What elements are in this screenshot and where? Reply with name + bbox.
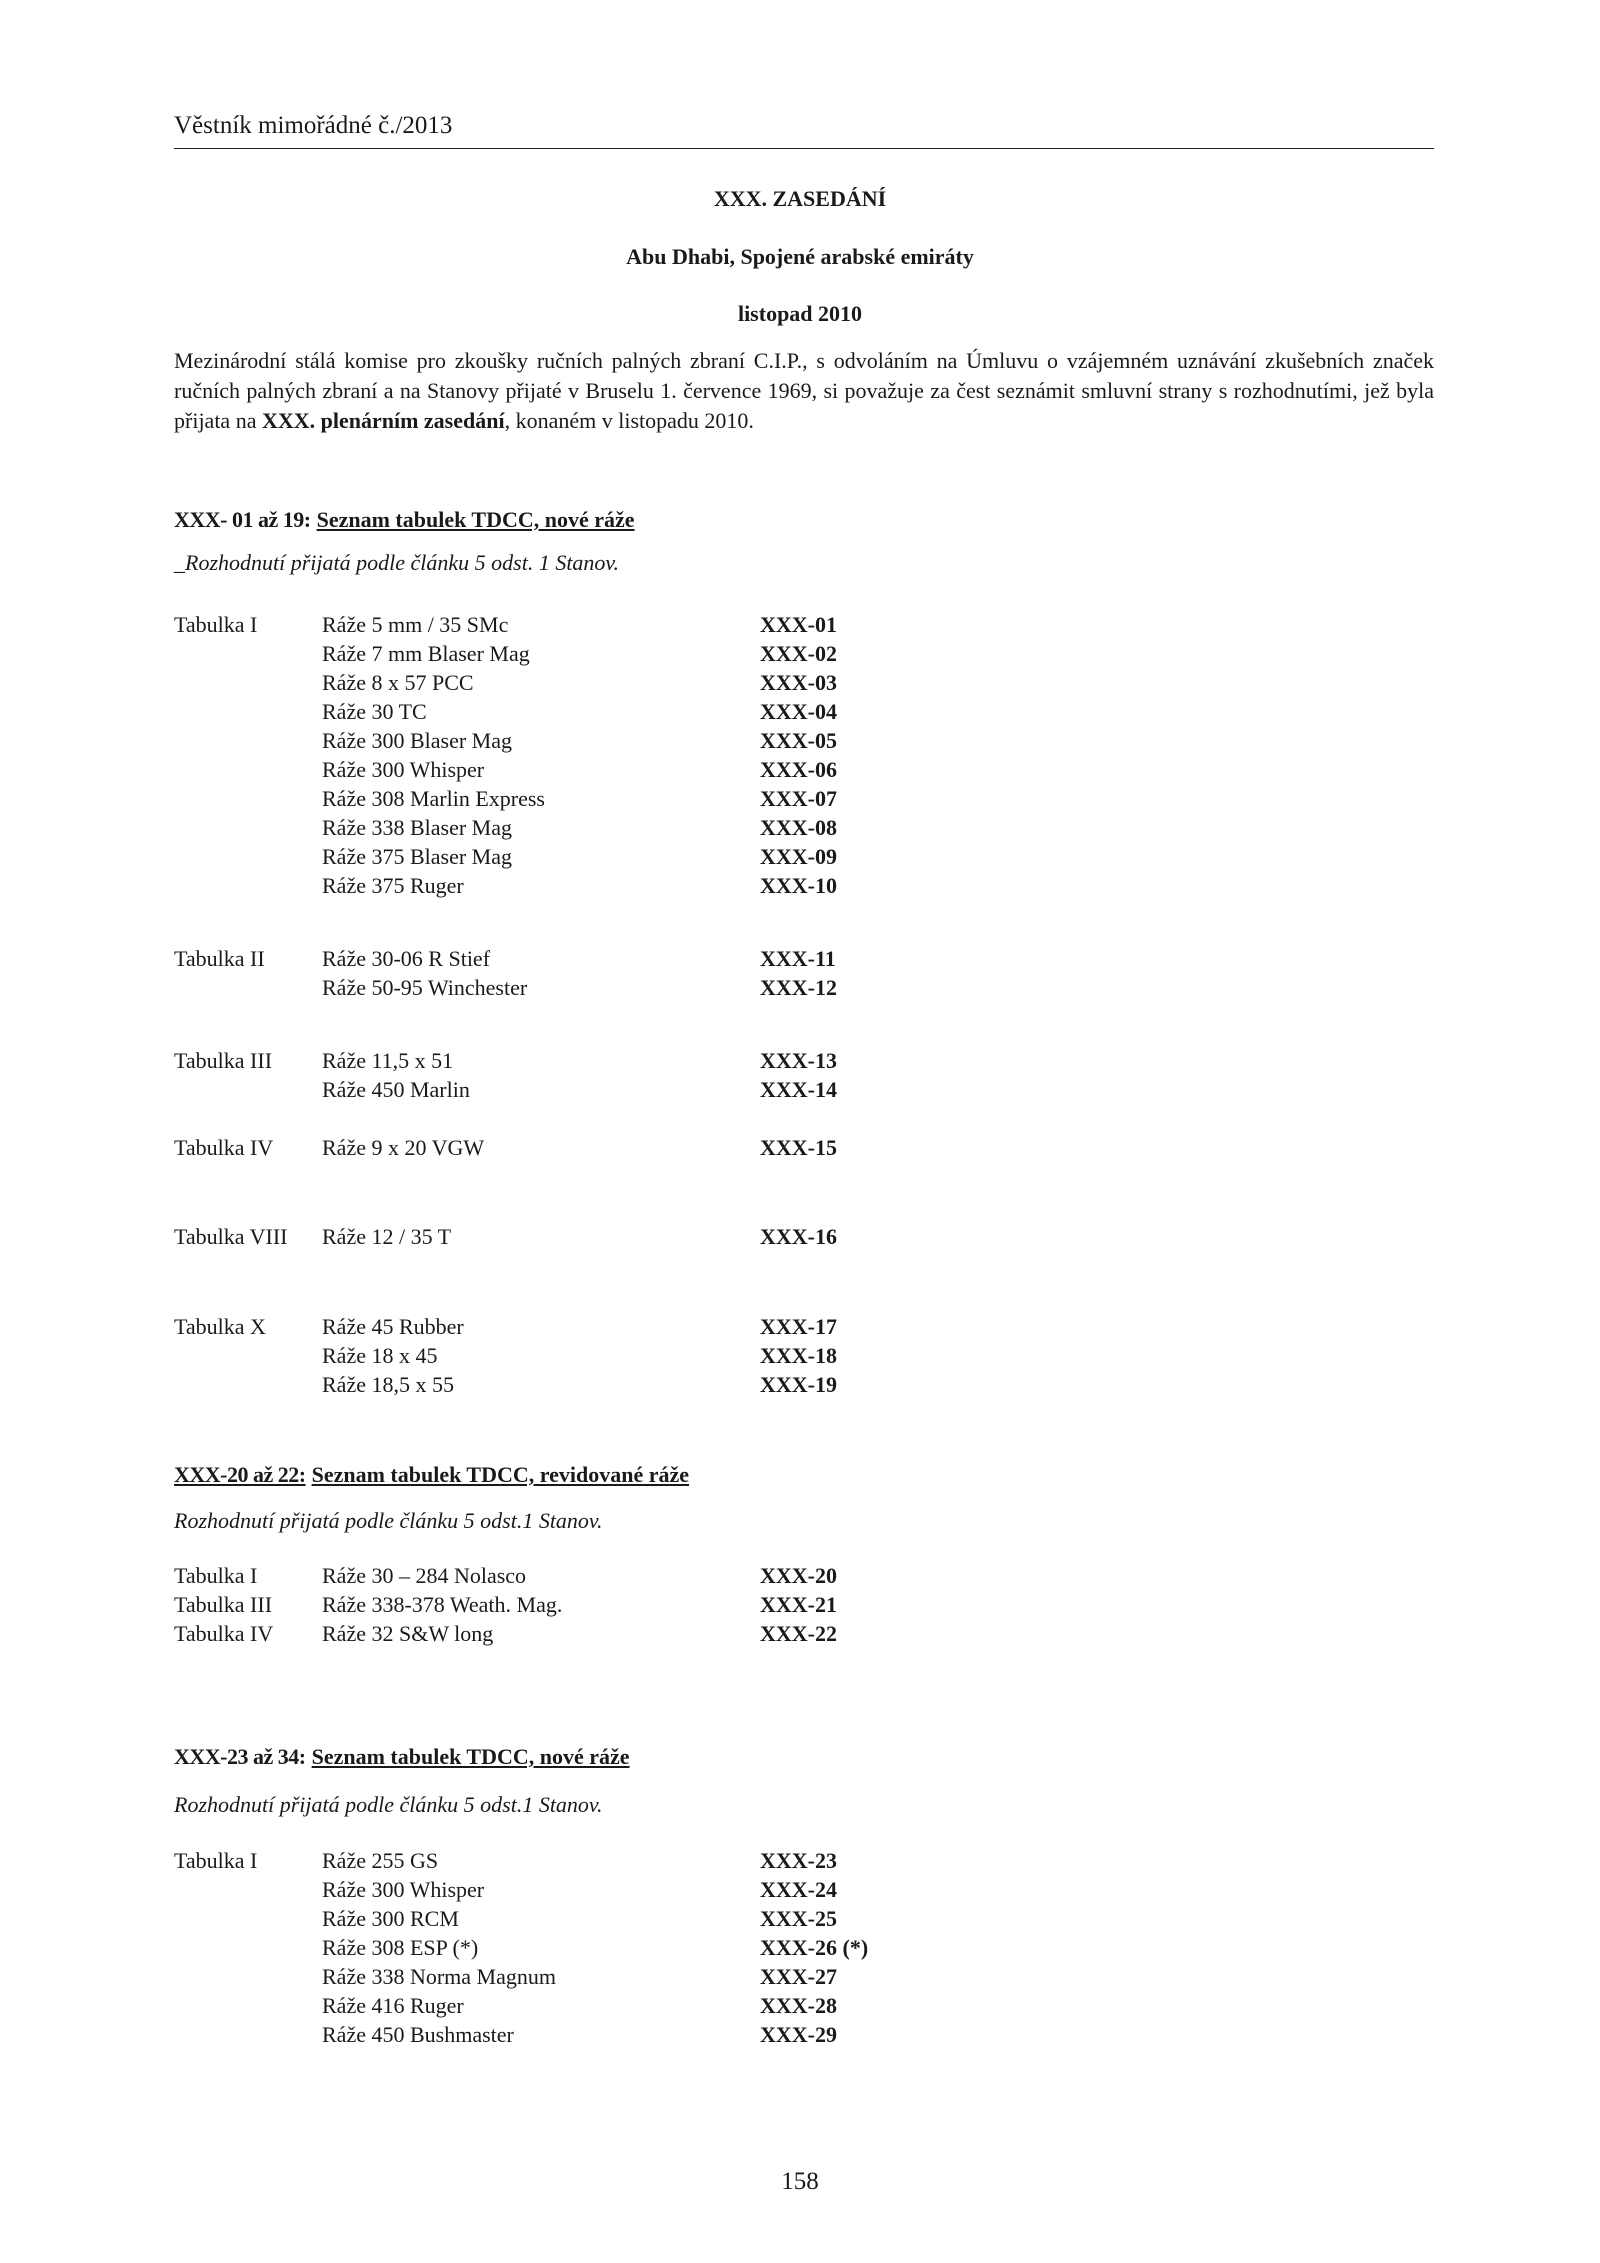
table-row [0,1563,1600,1592]
decision-code: XXX-24 [760,1877,837,1902]
intro-paragraph [174,346,1434,436]
session-location: Abu Dhabi, Spojené arabské emiráty [626,244,974,269]
page-number: 158 [781,2168,819,2195]
decision-code: XXX-13 [760,1048,837,1073]
page-header [174,110,1434,149]
decision-code: XXX-15 [760,1135,837,1160]
decision-code: XXX-08 [760,815,837,840]
caliber-name: Ráže 338 Norma Magnum [322,1964,556,1989]
decision-code: XXX-01 [760,612,837,637]
table-row [0,1935,1600,1964]
section-note: Rozhodnutí přijatá podle článku 5 odst.1 Stanov. [174,1508,603,1533]
table-name: Tabulka IV [174,1621,274,1646]
caliber-name: Ráže 338 Blaser Mag [322,815,512,840]
decision-code: XXX-19 [760,1372,837,1397]
table-row [0,1077,1600,1106]
header-title: Věstník mimořádné č./2013 [174,112,453,139]
caliber-name: Ráže 7 mm Blaser Mag [322,641,530,666]
table-row [0,1343,1600,1372]
decision-code: XXX-12 [760,975,837,1000]
decision-code: XXX-17 [760,1314,837,1339]
table-row [0,1224,1600,1253]
intro-bold: XXX. plenárním zasedání [261,408,505,433]
caliber-name: Ráže 300 Whisper [322,757,485,782]
caliber-name: Ráže 32 S&W long [322,1621,494,1646]
section-note: Rozhodnutí přijatá podle článku 5 odst.1 Stanov. [174,1792,603,1817]
intro-text-2: , konaném v listopadu 2010. [504,408,754,433]
table-row [0,946,1600,975]
table-row [0,1592,1600,1621]
caliber-name: Ráže 18,5 x 55 [322,1372,454,1397]
decision-code: XXX-28 [760,1993,837,2018]
table-row [0,1314,1600,1343]
decision-code: XXX-09 [760,844,837,869]
caliber-name: Ráže 450 Marlin [322,1077,470,1102]
table-row [0,1621,1600,1650]
decision-code: XXX-10 [760,873,837,898]
caliber-name: Ráže 11,5 x 51 [322,1048,454,1073]
decision-code: XXX-21 [760,1592,837,1617]
table-row [0,641,1600,670]
caliber-name: Ráže 8 x 57 PCC [322,670,474,695]
section-title: Seznam tabulek TDCC, revidované ráže [311,1462,690,1487]
caliber-name: Ráže 30 – 284 Nolasco [322,1563,527,1588]
decision-code: XXX-06 [760,757,837,782]
caliber-name: Ráže 308 ESP (*) [322,1935,479,1960]
table-row [0,728,1600,757]
caliber-name: Ráže 338-378 Weath. Mag. [322,1592,563,1617]
table-row [0,975,1600,1004]
caliber-name: Ráže 5 mm / 35 SMc [322,612,509,637]
decision-code: XXX-29 [760,2022,837,2047]
table-row [0,786,1600,815]
decision-code: XXX-02 [760,641,837,666]
table-row [0,670,1600,699]
table-row [0,1848,1600,1877]
caliber-name: Ráže 45 Rubber [322,1314,464,1339]
caliber-name: Ráže 300 Blaser Mag [322,728,512,753]
table-name: Tabulka III [174,1592,273,1617]
table-name: Tabulka VIII [174,1224,288,1249]
decision-code: XXX-11 [760,946,836,971]
decision-code: XXX-14 [760,1077,837,1102]
table-row [0,2022,1600,2051]
caliber-name: Ráže 308 Marlin Express [322,786,545,811]
caliber-name: Ráže 255 GS [322,1848,439,1873]
caliber-name: Ráže 9 x 20 VGW [322,1135,485,1160]
session-title: XXX. ZASEDÁNÍ [713,186,887,211]
table-name: Tabulka I [174,1563,258,1588]
caliber-name: Ráže 416 Ruger [322,1993,464,2018]
table-row [0,1135,1600,1164]
table-row [0,1964,1600,1993]
decision-code: XXX-04 [760,699,837,724]
table-name: Tabulka I [174,612,258,637]
decision-code: XXX-20 [760,1563,837,1588]
caliber-name: Ráže 375 Blaser Mag [322,844,512,869]
caliber-name: Ráže 450 Bushmaster [322,2022,514,2047]
decision-code: XXX-03 [760,670,837,695]
decision-code: XXX-26 (*) [760,1935,869,1960]
caliber-name: Ráže 18 x 45 [322,1343,438,1368]
section-code: XXX-23 až 34: [174,1744,306,1769]
caliber-name: Ráže 375 Ruger [322,873,464,898]
table-row [0,757,1600,786]
caliber-name: Ráže 300 Whisper [322,1877,485,1902]
table-row [0,873,1600,902]
caliber-name: Ráže 300 RCM [322,1906,459,1931]
caliber-name: Ráže 50-95 Winchester [322,975,528,1000]
decision-code: XXX-25 [760,1906,837,1931]
session-date: listopad 2010 [737,301,863,326]
section-heading [174,507,635,533]
table-row [0,1906,1600,1935]
table-row [0,1993,1600,2022]
table-name: Tabulka X [174,1314,266,1339]
caliber-name: Ráže 30 TC [322,699,427,724]
table-name: Tabulka III [174,1048,273,1073]
section-title: Seznam tabulek TDCC, nové ráže [311,1744,630,1769]
decision-code: XXX-23 [760,1848,837,1873]
decision-code: XXX-18 [760,1343,837,1368]
caliber-name: Ráže 12 / 35 T [322,1224,452,1249]
section-code: XXX-20 až 22: [174,1462,306,1487]
section-heading [174,1744,630,1770]
section-heading [174,1462,689,1488]
table-row [0,1877,1600,1906]
intro-text-1: Mezinárodní stálá komise pro zkoušky ručních palných zbraní C.I.P., s odvoláním na Úmluvu o vzájemném uznávání zkušebních značek ručních palných zbraní a na Stanovy přijaté v Bruselu 1. července 1969, si považuje za čest seznámit smluvní strany s rozhodnutími, jež byla přijata na [174,348,1434,433]
section-note: _Rozhodnutí přijatá podle článku 5 odst. 1 Stanov. [174,550,620,575]
decision-code: XXX-27 [760,1964,837,1989]
table-row [0,699,1600,728]
section-title: Seznam tabulek TDCC, nové ráže [316,507,635,532]
table-row [0,612,1600,641]
table-row [0,1048,1600,1077]
table-name: Tabulka II [174,946,265,971]
caliber-name: Ráže 30-06 R Stief [322,946,491,971]
decision-code: XXX-07 [760,786,837,811]
table-row [0,1372,1600,1401]
table-row [0,844,1600,873]
section-code: XXX- 01 až 19: [174,507,311,532]
table-name: Tabulka IV [174,1135,274,1160]
table-name: Tabulka I [174,1848,258,1873]
table-row [0,815,1600,844]
decision-code: XXX-16 [760,1224,837,1249]
decision-code: XXX-05 [760,728,837,753]
decision-code: XXX-22 [760,1621,837,1646]
